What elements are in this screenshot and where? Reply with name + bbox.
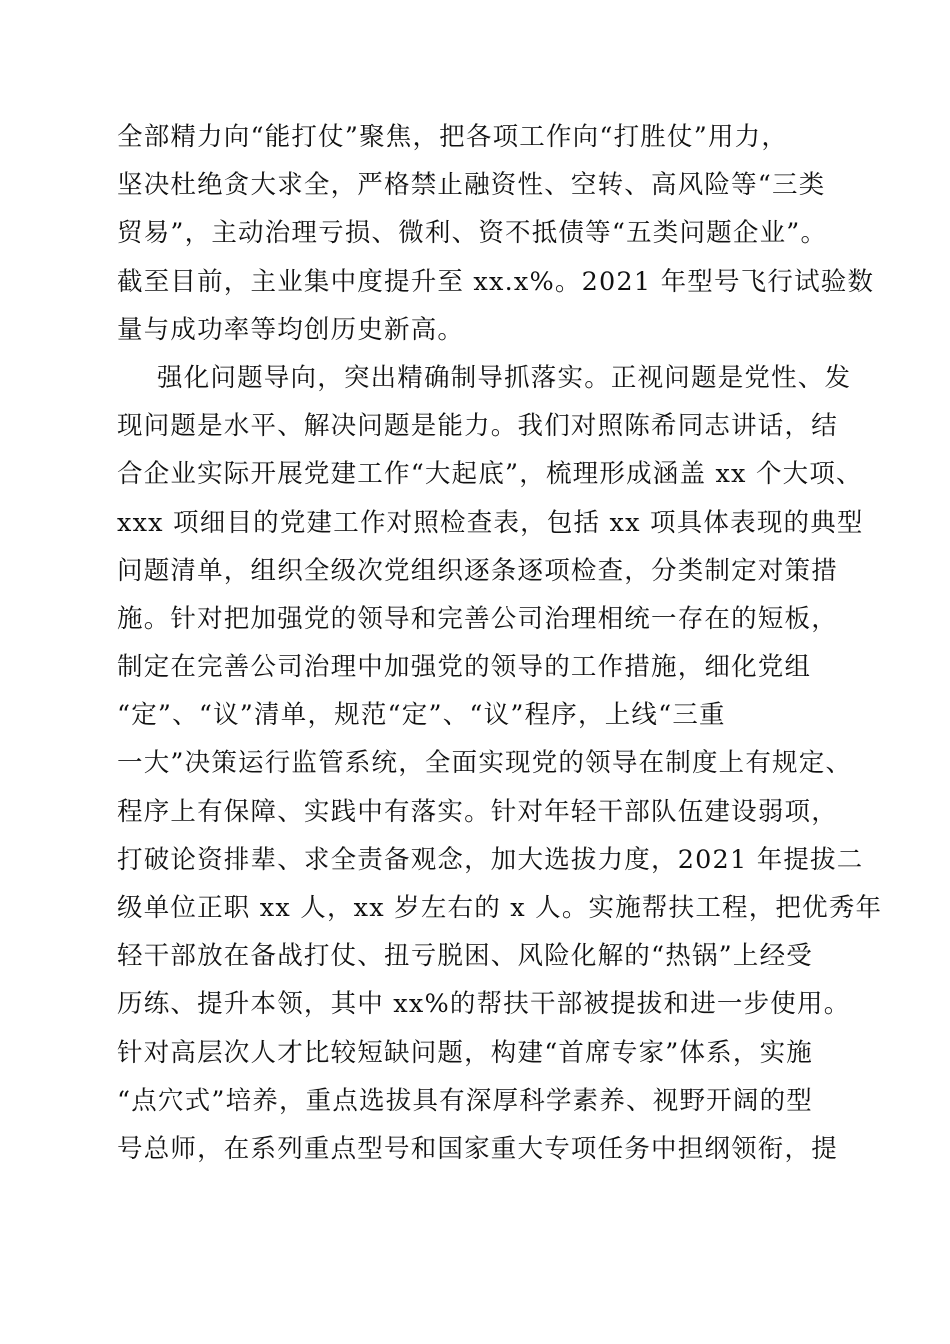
text-line: 全部精力向“能打仗”聚焦，把各项工作向“打胜仗”用力， xyxy=(117,122,789,152)
text-line: 坚决杜绝贪大求全，严格禁止融资性、空转、高风险等“三类 xyxy=(117,170,826,201)
text-line: “定”、“议”清单，规范“定”、“议”程序，上线“三重 xyxy=(117,700,726,731)
text-line: 量与成功率等均创历史新高。 xyxy=(117,314,465,345)
text-line: 制定在完善公司治理中加强党的领导的工作措施，细化党组 xyxy=(117,652,812,683)
text-line: 贸易”，主动治理亏损、微利、资不抵债等“五类问题企业”。 xyxy=(117,218,828,249)
text-line: 级单位正职 xx 人，xx 岁左右的 x 人。实施帮扶工程，把优秀年 xyxy=(117,893,883,923)
paragraph-1 xyxy=(117,113,875,354)
text-line: 现问题是水平、解决问题是能力。我们对照陈希同志讲话，结 xyxy=(117,411,838,442)
text-line: 强化问题导向，突出精确制导抓落实。正视问题是党性、发 xyxy=(157,362,852,393)
text-line: “点穴式”培养，重点选拔具有深厚科学素养、视野开阔的型 xyxy=(117,1085,813,1116)
body-text xyxy=(117,113,883,1173)
paragraph-2 xyxy=(117,354,883,1173)
text-line: 截至目前，主业集中度提升至 xx.x%。2021 年型号飞行试验数 xyxy=(117,266,875,297)
text-line: 轻干部放在备战打仗、扭亏脱困、风险化解的“热锅”上经受 xyxy=(117,941,813,972)
text-line: 程序上有保障、实践中有落实。针对年轻干部队伍建设弱项， xyxy=(117,796,838,827)
text-line: 一大”决策运行监管系统，全面实现党的领导在制度上有规定、 xyxy=(117,748,853,779)
text-line: 号总师，在系列重点型号和国家重大专项任务中担纲领衔，提 xyxy=(117,1133,838,1164)
text-line: 针对高层次人才比较短缺问题，构建“首席专家”体系，实施 xyxy=(117,1037,813,1068)
text-line: 施。针对把加强党的领导和完善公司治理相统一存在的短板， xyxy=(117,603,838,634)
text-line: 历练、提升本领，其中 xx%的帮扶干部被提拔和进一步使用。 xyxy=(117,989,851,1020)
text-line: 打破论资排辈、求全责备观念，加大选拔力度，2021 年提拔二 xyxy=(117,844,864,875)
text-line: 合企业实际开展党建工作“大起底”，梳理形成涵盖 xx 个大项、 xyxy=(117,459,863,490)
text-line: xxx 项细目的党建工作对照检查表，包括 xx 项具体表现的典型 xyxy=(117,507,864,538)
text-line: 问题清单，组织全级次党组织逐条逐项检查，分类制定对策措 xyxy=(117,555,838,586)
